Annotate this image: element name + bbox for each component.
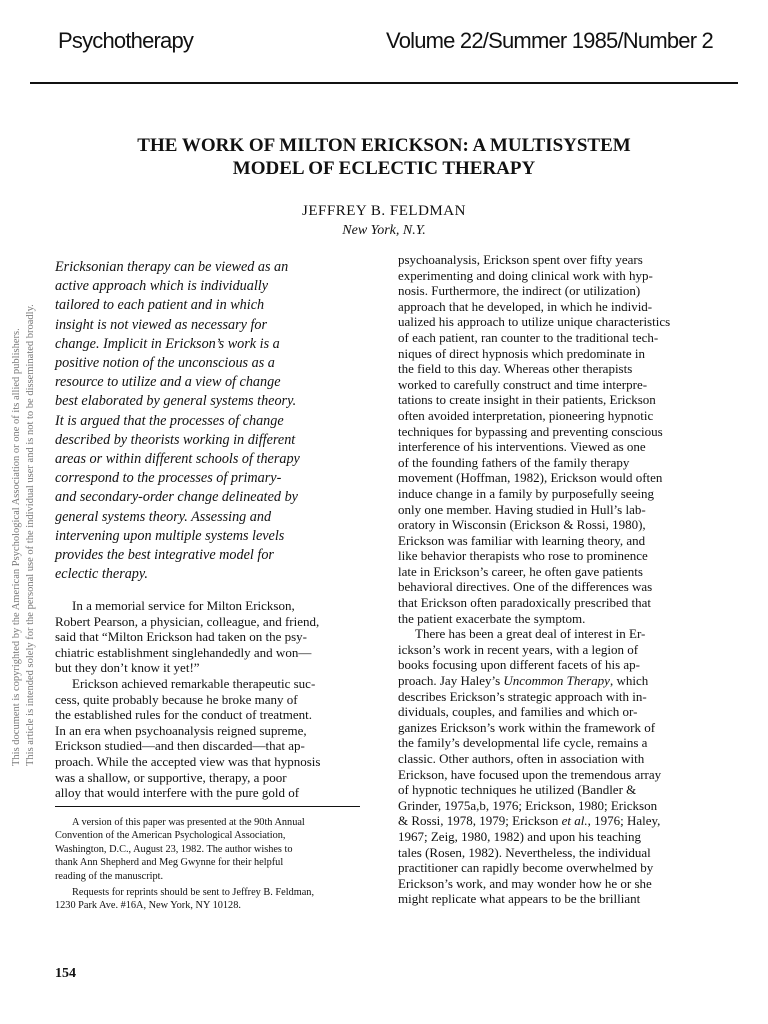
text-line: There has been a great deal of interest in Er- xyxy=(415,626,646,642)
text-line: dividuals, couples, and families and which or- xyxy=(398,704,638,720)
text-run: , which xyxy=(609,673,649,689)
text-line: Erickson, have focused upon the tremendous array xyxy=(398,766,662,782)
text-line: of hypnotic techniques he utilized (Bandler & xyxy=(398,782,637,798)
paragraph xyxy=(55,598,360,676)
text-line: the family’s developmental life cycle, remains a xyxy=(398,735,648,751)
article-title xyxy=(60,134,708,180)
copyright-notice-line-1: This document is copyrighted by the American Psychological Association or one of its allied publishers. xyxy=(11,328,22,766)
text-line: Erickson studied—and then discarded—that ap- xyxy=(55,738,305,754)
abstract-line: areas or within different schools of therapy xyxy=(55,451,300,468)
text-line: of the founding fathers of the family therapy xyxy=(398,454,630,470)
text-line: that Erickson often paradoxically prescribed that xyxy=(398,595,652,611)
text-line: Grinder, 1975a,b, 1976; Erickson, 1980; Erickson xyxy=(398,797,658,813)
abstract xyxy=(55,258,370,584)
footnote-line: 1230 Park Ave. #16A, New York, NY 10128. xyxy=(55,900,241,912)
page-number: 154 xyxy=(55,966,76,981)
footnotes xyxy=(55,816,360,913)
text-run: proach. Jay Haley’s xyxy=(398,673,504,689)
body-text-right-column xyxy=(398,252,710,907)
abstract-line: correspond to the processes of primary- xyxy=(55,470,282,487)
footnote-line: thank Ann Shepherd and Meg Gwynne for their helpful xyxy=(55,857,284,869)
text-line: ganizes Erickson’s work within the framework of xyxy=(398,719,656,735)
text-line: worked to carefully construct and time interpre- xyxy=(398,376,648,392)
text-line xyxy=(398,813,710,829)
issue-info: Volume 22/Summer 1985/Number 2 xyxy=(386,28,713,53)
text-line: Robert Pearson, a physician, colleague, and friend, xyxy=(55,613,320,629)
text-line: was a shallow, or supportive, therapy, a poor xyxy=(55,769,287,785)
text-line: books focusing upon different facets of his ap- xyxy=(398,657,641,673)
text-line: might replicate what appears to be the brilliant xyxy=(398,891,641,907)
copyright-notice xyxy=(4,268,42,766)
abstract-line: It is argued that the processes of change xyxy=(55,412,284,429)
abstract-line: change. Implicit in Erickson’s work is a xyxy=(55,335,280,352)
text-line: said that “Milton Erickson had taken on the psy- xyxy=(55,629,308,645)
abstract-line: Ericksonian therapy can be viewed as an xyxy=(55,259,289,275)
text-line: 1967; Zeig, 1980, 1982) and upon his teaching xyxy=(398,828,641,844)
abstract-line: resource to utilize and a view of change xyxy=(55,374,281,391)
text-line: the established rules for the conduct of treatment. xyxy=(55,707,313,723)
abstract-line: intervening upon multiple systems levels xyxy=(55,527,285,544)
abstract-line: general systems theory. Assessing and xyxy=(55,508,272,525)
text-line: describes Erickson’s strategic approach with in- xyxy=(398,688,647,704)
text-line: cess, quite probably because he broke many of xyxy=(55,691,298,707)
text-line: ickson’s work in recent years, with a legion of xyxy=(398,641,639,657)
abstract-line: provides the best integrative model for xyxy=(55,547,274,564)
text-line: approach that he developed, in which he individ- xyxy=(398,298,653,314)
author-affiliation: New York, N.Y. xyxy=(342,223,426,238)
text-run: & Rossi, 1978, 1979; Erickson xyxy=(398,813,562,829)
text-line: psychoanalysis, Erickson spent over fifty years xyxy=(398,252,643,267)
abstract-line: described by theorists working in different xyxy=(55,431,296,448)
footnote-line: reading of the manuscript. xyxy=(55,870,164,882)
text-line: interference of his interventions. Viewed as one xyxy=(398,439,646,455)
footnote-rule xyxy=(55,806,360,807)
text-line: niques of direct hypnosis which predominate in xyxy=(398,345,645,361)
footnote-line: Requests for reprints should be sent to Jeffrey B. Feldman, xyxy=(72,887,315,899)
footnote-line: Convention of the American Psychological Association, xyxy=(55,830,286,842)
footnote xyxy=(55,816,360,883)
abstract-line: and secondary-order change delineated by xyxy=(55,489,298,506)
book-title: Uncommon Therapy xyxy=(503,673,610,689)
author-name: JEFFREY B. FELDMAN xyxy=(302,203,466,219)
body-text-left-column xyxy=(55,598,360,801)
paragraph xyxy=(55,676,360,801)
text-line: behavioral directives. One of the differences was xyxy=(398,579,653,595)
abstract-line: active approach which is individually xyxy=(55,278,269,295)
text-line: the patient exacerbate the symptom. xyxy=(398,610,586,626)
text-line: tations to create insight in their patients, Erickson xyxy=(398,392,656,408)
header-rule xyxy=(30,82,738,84)
text-line: the field to this day. Whereas other therapists xyxy=(398,361,633,377)
text-line: alloy that would interfere with the pure gold of xyxy=(55,785,300,801)
abstract-line: insight is not viewed as necessary for xyxy=(55,316,268,333)
text-line: like behavior therapists who rose to prominence xyxy=(398,548,648,564)
abstract-line: positive notion of the unconscious as a xyxy=(55,355,275,372)
text-line: induce change in a family by purposefully seeing xyxy=(398,485,654,501)
title-line-1: THE WORK OF MILTON ERICKSON: A MULTISYSTEM xyxy=(137,135,631,156)
paragraph xyxy=(398,626,710,907)
text-line: In an era when psychoanalysis reigned supreme, xyxy=(55,722,307,738)
text-line: often avoided interpretation, pioneering hypnotic xyxy=(398,407,654,423)
text-line: movement (Hoffman, 1982), Erickson would often xyxy=(398,470,663,486)
text-line: Erickson was familiar with learning theory, and xyxy=(398,532,646,548)
footnote xyxy=(55,886,360,913)
text-line: of each patient, ran counter to the traditional tech- xyxy=(398,329,659,345)
footnote-line: Washington, D.C., August 23, 1982. The author wishes to xyxy=(55,843,293,855)
text-line: classic. Other authors, often in association with xyxy=(398,751,645,766)
text-line: only one member. Having studied in Hull’s lab- xyxy=(398,501,646,517)
text-run: , 1976; Haley, xyxy=(587,813,661,829)
text-line: tales (Rosen, 1982). Nevertheless, the individual xyxy=(398,844,651,860)
abstract-line: best elaborated by general systems theory. xyxy=(55,393,297,410)
text-line: proach. While the accepted view was that hypnosis xyxy=(55,753,321,769)
journal-name: Psychotherapy xyxy=(58,28,194,53)
copyright-notice-line-2: This article is intended solely for the personal use of the individual user and is not to be disseminated broadly. xyxy=(25,304,36,766)
text-line: Erickson’s work, and may wonder how he or she xyxy=(398,875,652,891)
text-line: techniques for bypassing and preventing conscious xyxy=(398,423,663,439)
text-line: oratory in Wisconsin (Erickson & Rossi, 1980), xyxy=(398,517,646,533)
footnote-line: A version of this paper was presented at the 90th Annual xyxy=(72,817,305,828)
text-line xyxy=(398,673,710,689)
abstract-line: tailored to each patient and in which xyxy=(55,297,265,314)
title-line-2: MODEL OF ECLECTIC THERAPY xyxy=(232,158,536,179)
text-line: nosis. Furthermore, the indirect (or utilization) xyxy=(398,283,641,299)
text-line: In a memorial service for Milton Erickson, xyxy=(72,598,295,613)
text-line: but they don’t know it yet!” xyxy=(55,660,200,676)
text-line: late in Erickson’s career, he often gave patients xyxy=(398,563,643,579)
paragraph xyxy=(398,252,710,626)
text-line: Erickson achieved remarkable therapeutic suc- xyxy=(72,675,316,691)
text-line: experimenting and doing clinical work with hyp- xyxy=(398,267,653,283)
abstract-line: eclectic therapy. xyxy=(55,566,148,583)
citation-et-al: et al. xyxy=(561,813,588,829)
text-line: chiatric establishment singlehandedly and won— xyxy=(55,644,312,660)
text-line: ualized his approach to utilize unique characteristics xyxy=(398,314,671,330)
text-line: practitioner can rapidly become overwhelmed by xyxy=(398,860,654,876)
